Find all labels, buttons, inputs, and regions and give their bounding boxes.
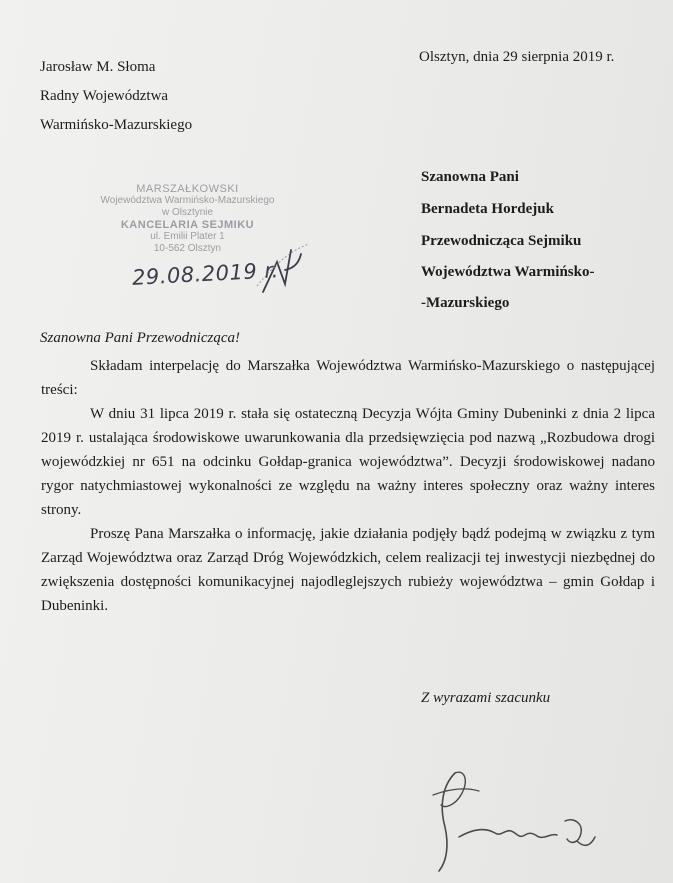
letter-body [41, 354, 655, 618]
sender-region: Warmińsko-Mazurskiego [40, 117, 193, 133]
signature [425, 765, 615, 875]
body-paragraph-decision: W dniu 31 lipca 2019 r. stała się ostateczną Decyzja Wójta Gminy Dubeninki z dnia 2 lipca 2019 r. ustalająca środowiskowe uwarunkowania dla przedsięwzięcia pod nazwą „Rozbudowa drogi wojewódzkiej nr 651 na odcinku Gołdap-granica województwa”. Decyzji środowiskowej nadano rygor natychmiastowej wykonalności ze względu na ważny interes społeczny oraz ważny interes strony. [41, 406, 655, 518]
recipient-region-line2: -Mazurskiego [421, 295, 510, 311]
recipient-position: Przewodnicząca Sejmiku [421, 233, 582, 249]
stamp-line: KANCELARIA SEJMIKU [120, 219, 255, 231]
registry-stamp [100, 183, 275, 255]
stamp-line: Województwa Warmińsko-Mazurskiego [100, 195, 275, 206]
letter-date: Olsztyn, dnia 29 sierpnia 2019 r. [419, 49, 615, 65]
salutation: Szanowna Pani Przewodnicząca! [40, 330, 240, 346]
stamp-line: MARSZAŁKOWSKI [136, 183, 239, 195]
stamp-handwritten-date: 29.08.2019 r. [131, 258, 280, 290]
sender-name: Jarosław M. Słoma [40, 59, 156, 75]
stamp-line: w Olsztynie [161, 207, 214, 218]
stamp-line: 10-562 Olsztyn [153, 243, 222, 254]
body-paragraph-intro: Składam interpelację do Marszałka Województwa Warmińsko-Mazurskiego o następującej treści: [41, 358, 655, 398]
stamp-line: ul. Emilii Plater 1 [150, 231, 225, 242]
body-paragraph-request: Proszę Pana Marszałka o informację, jakie działania podjęły bądź podejmą w związku z tym Zarząd Województwa oraz Zarząd Dróg Wojewódzkich, celem realizacji tej inwestycji niezbędnej do zwiększenia dostępności komunikacyjnej najodleglejszych rubieży województwa – gmin Gołdap i Dubeninki. [41, 526, 655, 614]
closing: Z wyrazami szacunku [421, 690, 551, 706]
recipient-name: Bernadeta Hordejuk [421, 201, 554, 217]
stamp-initials-scribble [255, 240, 315, 300]
recipient-greeting: Szanowna Pani [421, 169, 519, 185]
sender-title: Radny Województwa [40, 88, 169, 104]
recipient-region-line1: Województwa Warmińsko- [421, 264, 595, 280]
